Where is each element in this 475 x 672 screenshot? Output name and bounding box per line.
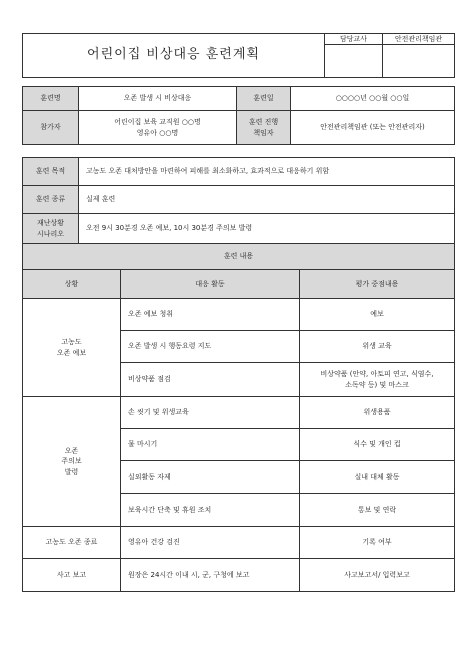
participants-staff: 어린이집 보육 교직원 ○○명 (114, 118, 201, 127)
situation-ozone-end: 고농도 오존 종료 (23, 527, 121, 559)
evaluation-cell: 실내 대체 활동 (300, 461, 455, 494)
evaluation-cell (300, 363, 455, 397)
info-table (22, 86, 455, 145)
activity-cell: 영유아 건강 검진 (121, 527, 300, 559)
leader-label-line2: 책임자 (253, 128, 274, 137)
training-name-label: 훈련명 (23, 87, 79, 111)
purpose-value: 고농도 오존 대처방안을 마련하여 피해를 최소화하고, 효과적으로 대응하기 위함 (79, 158, 455, 186)
type-value: 실제 훈련 (79, 186, 455, 214)
participants-label: 참가자 (23, 111, 79, 145)
evaluation-cell: 위생 교육 (300, 331, 455, 363)
situation-ozone-forecast (23, 299, 121, 397)
situation-line: 오존 (64, 447, 79, 456)
section-title: 훈련 내용 (23, 244, 455, 270)
scenario-value: 오전 9시 30분경 오존 예보, 10시 30분경 주의보 발령 (79, 214, 455, 244)
approval-sign-teacher[interactable] (325, 45, 383, 78)
approval-sign-safety-officer[interactable] (383, 45, 455, 78)
scenario-label-line1: 재난상황 (36, 219, 65, 228)
participants-children: 영유아 ○○명 (136, 128, 179, 137)
leader-label-line1: 훈련 진행 (248, 118, 279, 127)
training-date-value: ○○○○년 ○○월 ○○일 (291, 87, 455, 111)
column-header-activity: 대응 활동 (121, 270, 300, 299)
evaluation-line: 소독약 등) 및 마스크 (345, 380, 409, 389)
evaluation-cell: 기록 여부 (300, 527, 455, 559)
situation-line: 주의보 (61, 457, 82, 466)
activity-cell: 보육시간 단축 및 휴원 조치 (121, 494, 300, 527)
evaluation-cell: 식수 및 개인 컵 (300, 429, 455, 461)
evaluation-cell: 사고보고서/ 입력보고 (300, 559, 455, 592)
activity-cell: 실외활동 자제 (121, 461, 300, 494)
activity-cell: 원장은 24시간 이내 시, 군, 구청에 보고 (121, 559, 300, 592)
document-title: 어린이집 비상대응 훈련계획 (23, 34, 325, 78)
main-table (22, 157, 455, 592)
evaluation-cell: 통보 및 연락 (300, 494, 455, 527)
evaluation-cell: 예보 (300, 299, 455, 331)
activity-cell: 손 씻기 및 위생교육 (121, 397, 300, 429)
activity-cell: 오존 발생 시 행동요령 지도 (121, 331, 300, 363)
type-label: 훈련 종류 (23, 186, 79, 214)
header-table (22, 33, 455, 78)
scenario-label-line2: 시나리오 (36, 229, 65, 238)
leader-value: 안전관리책임관 (또는 안전관리자) (291, 111, 455, 145)
situation-line: 고농도 (61, 338, 82, 347)
training-date-label: 훈련일 (237, 87, 291, 111)
situation-line: 오존 예보 (56, 348, 87, 357)
scenario-label (23, 214, 79, 244)
participants-value (79, 111, 237, 145)
approval-header-safety-officer: 안전관리책임관 (383, 34, 455, 45)
situation-accident-report: 사고 보고 (23, 559, 121, 592)
situation-ozone-advisory (23, 397, 121, 527)
column-header-situation: 상황 (23, 270, 121, 299)
situation-line: 발령 (64, 467, 79, 476)
activity-cell: 물 마시기 (121, 429, 300, 461)
column-header-evaluation: 평가 중점내용 (300, 270, 455, 299)
approval-header-teacher: 담당교사 (325, 34, 383, 45)
activity-cell: 비상약품 점검 (121, 363, 300, 397)
evaluation-cell: 위생용품 (300, 397, 455, 429)
training-name-value: 오존 발생 시 비상대응 (79, 87, 237, 111)
purpose-label: 훈련 목적 (23, 158, 79, 186)
leader-label (237, 111, 291, 145)
activity-cell: 오존 예보 청취 (121, 299, 300, 331)
evaluation-line: 비상약품 (안약, 아토피 연고, 식염수, (320, 370, 434, 379)
